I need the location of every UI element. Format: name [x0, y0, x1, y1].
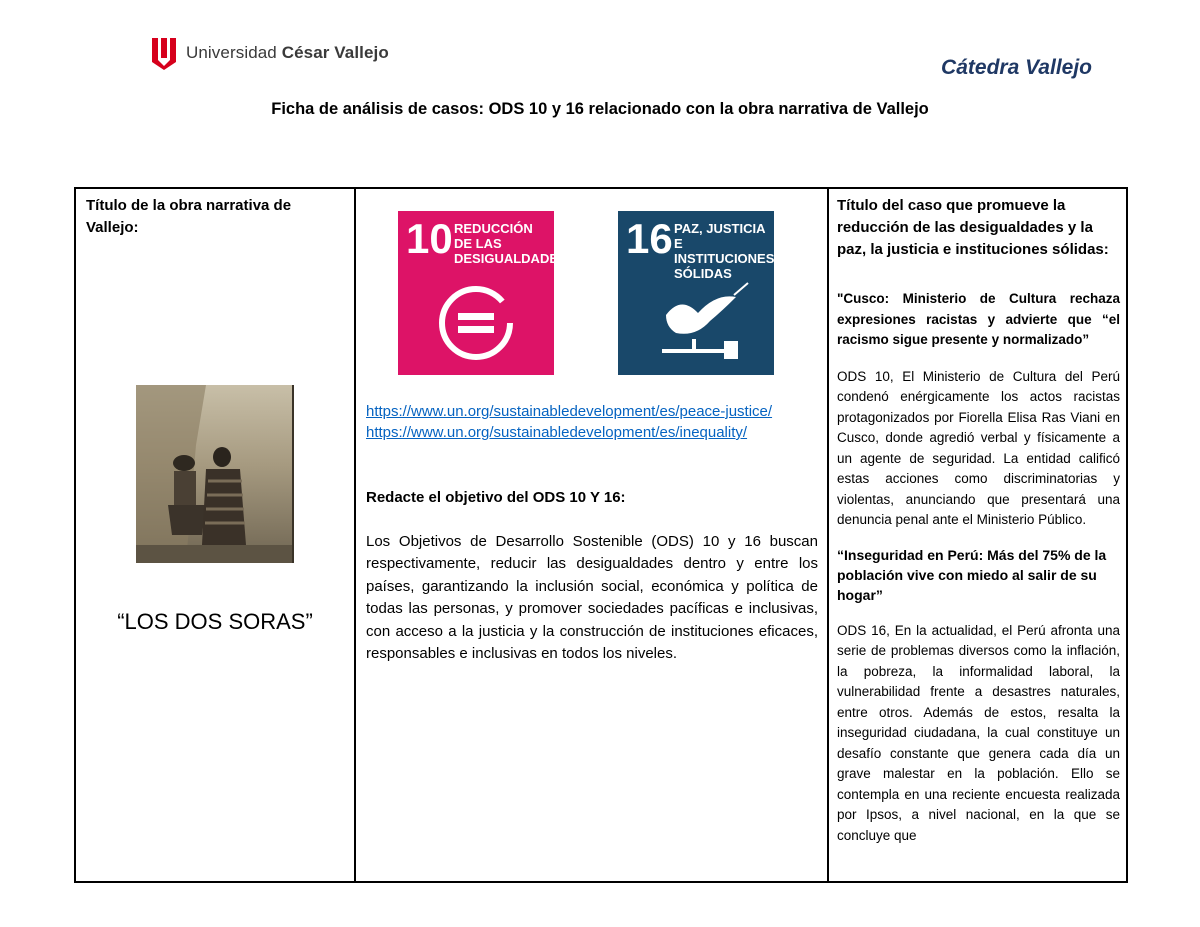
sdg10-label: REDUCCIÓN DE LAS DESIGUALDADES	[454, 221, 567, 266]
photo-figures-image	[136, 385, 292, 563]
sdg16-card	[618, 211, 774, 375]
university-logo	[150, 36, 389, 70]
case2-body: ODS 16, En la actualidad, el Perú afronta una serie de problemas diversos como la inflación, la pobreza, la informalidad laboral, la vulnerabilidad frente a desastres naturales, entre otros. Además de estos, resalta la inseguridad ciudadana, la cual constituye un desafío constante que genera cada día un grave malestar en la población. Ello se contempla en una reciente encuesta realizada por Ipsos, a nivel nacional, en la que se concluye que	[837, 622, 1120, 843]
sdg10-number: 10	[406, 215, 453, 262]
catedra-label: Cátedra Vallejo	[941, 56, 1092, 79]
case1-title: "Cusco: Ministerio de Cultura rechaza expresiones racistas y advierte que “el racismo sigue presente y normalizado”	[837, 291, 1120, 347]
dove-gavel-icon	[636, 275, 756, 365]
sdg16-label: PAZ, JUSTICIA E INSTITUCIONES SÓLIDAS	[674, 221, 775, 281]
case-heading: Título del caso que promueve la reducción de las desigualdades y la paz, la justicia e instituciones sólidas:	[837, 197, 1109, 258]
link-inequality[interactable]: https://www.un.org/sustainabledevelopment/es/inequality/	[366, 424, 748, 441]
ods-column	[356, 189, 827, 881]
objective-text: Los Objetivos de Desarrollo Sostenible (ODS) 10 y 16 buscan respectivamente, reducir las desigualdades dentro y entre los países, garantizando la inclusión social, económica y política de todas las personas, y promover sociedades pacíficas e inclusivas, con acceso a la justicia y la construcción de instituciones eficaces, responsables e inclusivas en todos los niveles.	[366, 533, 818, 663]
objective-question: Redacte el objetivo del ODS 10 Y 16:	[366, 489, 626, 506]
link-peace-justice[interactable]: https://www.un.org/sustainabledevelopment/es/peace-justice/	[366, 403, 773, 420]
work-column	[76, 189, 354, 881]
case-column	[829, 189, 1128, 881]
historical-photo	[136, 385, 294, 563]
document-title: Ficha de análisis de casos: ODS 10 y 16 relacionado con la obra narrativa de Vallejo	[271, 100, 929, 118]
sdg16-number: 16	[626, 215, 673, 262]
analysis-table	[74, 187, 1128, 883]
work-title: “LOS DOS SORAS”	[117, 609, 313, 634]
sdg10-card	[398, 211, 567, 375]
case1-body: ODS 10, El Ministerio de Cultura del Perú condenó enérgicamente los actos racistas protagonizados por Fiorella Elisa Ras Viani en Cusco, donde agredió verbal y físicamente a un agente de seguridad. La entidad calificó estas acciones como discriminatorias y violentas, anunciando que presentará una denuncia penal ante el Ministerio Público.	[837, 368, 1120, 527]
reference-links	[366, 401, 821, 443]
equality-icon	[416, 275, 536, 365]
ucv-shield-icon	[150, 36, 178, 70]
logo-wordmark: Universidad César Vallejo	[186, 43, 389, 62]
work-heading: Título de la obra narrativa de Vallejo:	[86, 197, 292, 236]
case2-title: “Inseguridad en Perú: Más del 75% de la población vive con miedo al salir de su hogar”	[837, 546, 1107, 603]
